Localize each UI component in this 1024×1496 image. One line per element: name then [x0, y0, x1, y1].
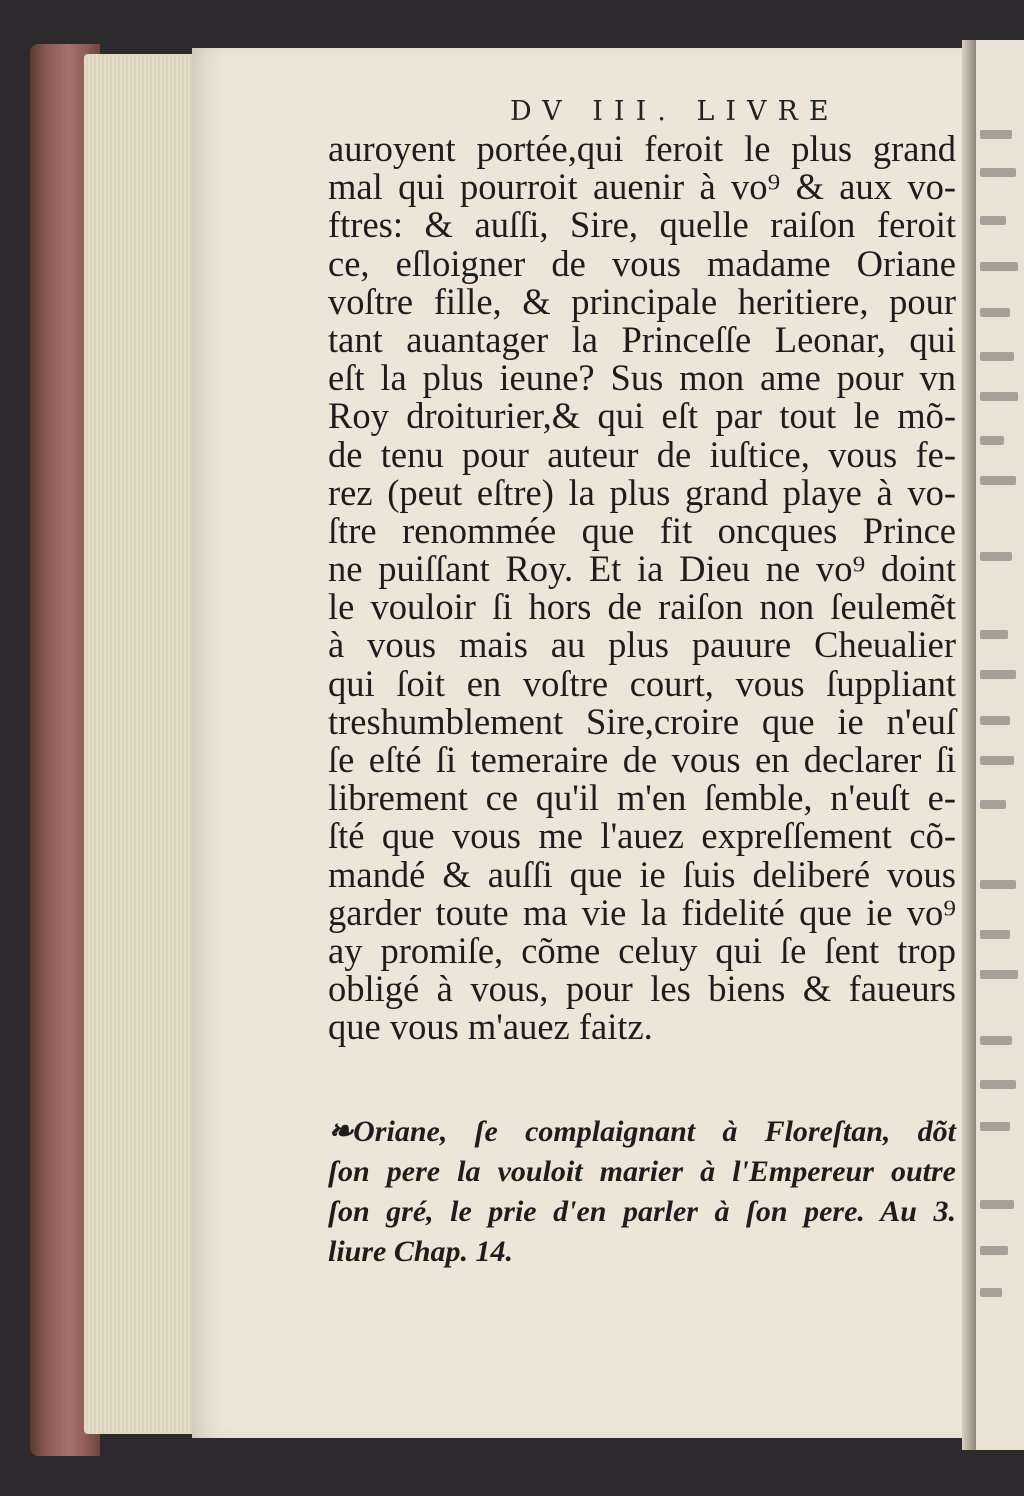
text-line: ne puiſſant Roy. Et ia Dieu ne vo⁹ doint — [328, 548, 956, 590]
text-line: rez (peut eſtre) la plus grand playe à vo- — [328, 471, 956, 513]
text-line: voſtre fille, & principale heritiere, pour — [328, 280, 956, 322]
summary-line: liure Chap. 14. — [328, 1235, 514, 1268]
text-line: auroyent portée,qui feroit le plus grand — [328, 128, 956, 169]
text-line: tant auantager la Princeſſe Leonar, qui — [328, 318, 956, 360]
text-line: qui ſoit en voſtre court, vous ſuppliant — [328, 662, 956, 704]
text-line: ay promiſe, cõme celuy qui ſe ſent trop — [328, 929, 956, 971]
pilcrow-icon: ❧ — [328, 1115, 354, 1148]
text-line: librement ce qu'il m'en ſemble, n'euſt e- — [328, 777, 956, 819]
text-line: le vouloir ſi hors de raiſon non ſeulemẽt — [328, 586, 956, 628]
summary-line: ſon gré, le prie d'en parler à ſon pere. Au 3. — [328, 1195, 956, 1228]
text-line: ſtre renommée que fit oncques Prince — [328, 509, 956, 551]
running-head: DV III. LIVRE — [510, 96, 840, 127]
text-line: mal qui pourroit auenir à vo⁹ & aux vo- — [328, 166, 956, 208]
text-line: à vous mais au plus pauure Cheualier — [328, 624, 956, 666]
body-text — [328, 130, 956, 1047]
summary-line: ❧Oriane, ſe complaignant à Floreſtan, dõt — [328, 1115, 956, 1148]
text-line: de tenu pour auteur de iuſtice, vous fe- — [328, 433, 956, 475]
text-line: treshumblement Sire,croire que ie n'euſ — [328, 700, 956, 742]
chapter-summary — [328, 1112, 956, 1272]
text-line: ftres: & auſſi, Sire, quelle raiſon feroit — [328, 204, 956, 246]
text-line: Roy droiturier,& qui eſt par tout le mõ- — [328, 395, 956, 437]
text-line: ce, eſloigner de vous madame Oriane — [328, 242, 956, 284]
text-line: mandé & auſſi que ie ſuis deliberé vous — [328, 853, 956, 895]
text-line: ſté que vous me l'auez expreſſement cõ- — [328, 815, 956, 857]
text-line: eſt la plus ieune? Sus mon ame pour vn — [328, 357, 956, 399]
text-line: garder toute ma vie la fidelité que ie vo⁹ — [328, 891, 956, 933]
text-line: ſe eſté ſi temeraire de vous en declarer ſi — [328, 739, 956, 780]
facing-page — [976, 40, 1024, 1450]
text-line: obligé à vous, pour les biens & faueurs — [328, 968, 956, 1010]
page-edges — [84, 54, 202, 1434]
summary-line: ſon pere la vouloit marier à l'Empereur outre — [328, 1155, 956, 1188]
text-line: que vous m'auez faitz. — [328, 1006, 653, 1048]
book-gutter — [962, 40, 976, 1450]
